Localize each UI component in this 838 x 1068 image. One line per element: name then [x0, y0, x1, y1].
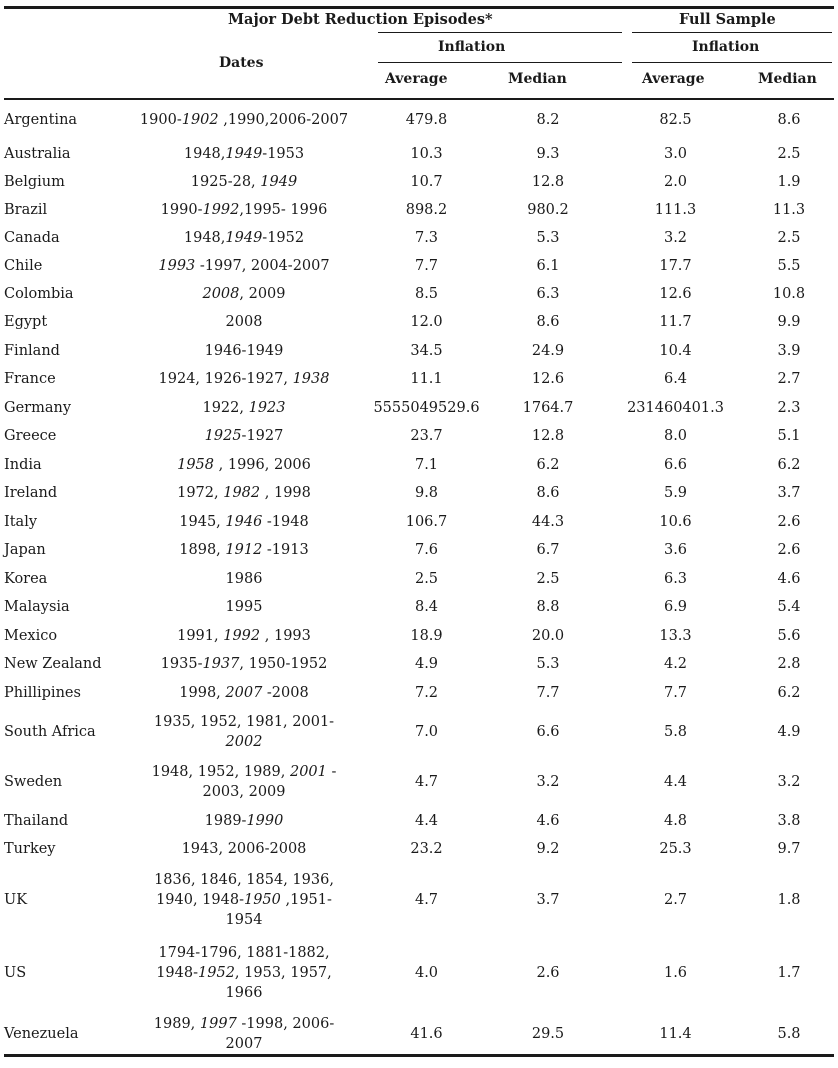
cell-full-average: 5.8 — [663, 724, 688, 740]
dates-segment: 1948, — [183, 230, 226, 246]
cell-full-average: 6.6 — [663, 456, 688, 473]
cell-dates — [124, 224, 364, 252]
cell-full-median: 3.2 — [777, 773, 801, 790]
table-bottom-rule — [4, 1054, 834, 1057]
cell-country: Egypt — [4, 314, 48, 330]
table-row — [4, 308, 834, 336]
header-dates: Dates — [219, 55, 264, 71]
header-median-major: Median — [508, 71, 567, 87]
dates-segment: 1954 — [225, 911, 263, 928]
cell-average: 7.3 — [414, 230, 439, 246]
cell-dates — [124, 536, 364, 564]
cell-median: 8.6 — [536, 314, 560, 330]
dates-segment: - — [326, 763, 337, 780]
cell-dates — [124, 1009, 364, 1059]
cell-country: Chile — [4, 258, 43, 274]
cell-country: India — [4, 456, 42, 473]
cell-median: 29.5 — [531, 1026, 565, 1042]
cell-full-average: 3.2 — [663, 230, 688, 246]
cell-average: 4.0 — [414, 964, 439, 981]
table-row — [4, 422, 834, 450]
table-top-rule — [4, 6, 834, 9]
dates-segment: 1902 — [181, 112, 219, 128]
dates-segment: 1937 — [202, 656, 240, 672]
cell-full-average: 10.6 — [659, 513, 692, 530]
cell-median: 6.7 — [536, 542, 560, 558]
cell-average: 34.5 — [410, 342, 443, 359]
dates-segment: 1948, 1952, 1989, — [151, 763, 290, 780]
cell-dates — [124, 422, 364, 450]
cell-median: 20.0 — [531, 627, 565, 644]
dates-segment: 2002 — [225, 734, 263, 750]
header-median-full: Median — [758, 71, 817, 87]
dates-segment: 1945, — [179, 513, 226, 530]
cell-full-average: 111.3 — [654, 202, 697, 218]
dates-segment: 1990- — [160, 202, 203, 218]
dates-segment: 1993 — [158, 258, 196, 274]
cell-dates — [124, 479, 364, 507]
dates-segment: 1923 — [248, 399, 286, 416]
cell-country: Greece — [4, 428, 57, 444]
dates-segment: 2007 — [225, 684, 263, 701]
cell-full-average: 3.6 — [663, 542, 688, 558]
dates-segment: 1924, 1926-1927, — [158, 371, 293, 387]
cell-full-median: 6.2 — [777, 456, 801, 473]
cell-dates — [124, 593, 364, 621]
cell-country: Colombia — [4, 286, 74, 302]
cell-dates — [124, 393, 364, 422]
cell-full-average: 231460401.3 — [627, 399, 724, 416]
table-row — [4, 450, 834, 479]
dates-segment: -1953 — [262, 146, 305, 162]
cell-full-average: 25.3 — [659, 841, 692, 857]
dates-segment: 1935, 1952, 1981, 2001- — [153, 714, 335, 730]
cell-average: 9.8 — [414, 485, 439, 501]
cell-full-median: 3.9 — [777, 342, 801, 359]
table-row — [4, 593, 834, 621]
cell-country: New Zealand — [4, 656, 102, 672]
cell-median: 6.1 — [536, 258, 560, 274]
cell-median: 5.3 — [536, 230, 560, 246]
dates-segment: 1966 — [225, 984, 263, 1001]
header-underline-inflation-full — [632, 62, 832, 63]
cell-dates — [124, 863, 364, 936]
dates-segment: 1949 — [225, 230, 263, 246]
dates-segment: ,1995- 1996 — [239, 202, 328, 218]
cell-average: 41.6 — [410, 1026, 443, 1042]
cell-median: 2.5 — [536, 570, 560, 587]
table-row — [4, 336, 834, 365]
dates-segment: , 2009 — [239, 286, 286, 302]
cell-median: 44.3 — [531, 513, 565, 530]
dates-segment: 1989- — [204, 812, 247, 829]
dates-segment: 2003, 2009 — [202, 783, 286, 800]
cell-full-average: 13.3 — [659, 627, 692, 644]
dates-segment: -2008 — [262, 684, 309, 701]
cell-full-average: 12.6 — [659, 286, 692, 302]
dates-segment: 1935- — [160, 656, 203, 672]
cell-median: 4.6 — [536, 812, 560, 829]
cell-country: France — [4, 371, 56, 387]
cell-median: 6.3 — [536, 286, 560, 302]
data-table — [4, 100, 834, 1059]
dates-segment: 1997 — [199, 1016, 237, 1032]
header-major-debt-reduction: Major Debt Reduction Episodes* — [228, 11, 493, 28]
cell-median: 9.3 — [536, 146, 560, 162]
cell-full-average: 4.2 — [663, 656, 688, 672]
cell-full-median: 1.9 — [777, 174, 801, 190]
dates-segment: 1972, — [177, 485, 224, 501]
cell-dates — [124, 100, 364, 140]
dates-segment: 1982 — [223, 485, 261, 501]
dates-segment: 1898, — [179, 542, 226, 558]
cell-dates — [124, 835, 364, 863]
cell-full-median: 2.7 — [777, 371, 801, 387]
cell-dates — [124, 806, 364, 835]
cell-average: 23.2 — [410, 841, 443, 857]
dates-segment: ,1990,2006-2007 — [218, 112, 349, 128]
cell-full-median: 10.8 — [772, 286, 806, 302]
cell-median: 3.7 — [536, 891, 560, 908]
header-average-full: Average — [642, 71, 705, 87]
cell-full-median: 9.9 — [777, 314, 801, 330]
cell-full-average: 1.6 — [663, 964, 688, 981]
cell-country: Korea — [4, 570, 48, 587]
cell-country: US — [4, 964, 27, 981]
dates-segment: -1997, 2004-2007 — [195, 258, 330, 274]
cell-dates — [124, 140, 364, 168]
cell-median: 24.9 — [531, 342, 565, 359]
cell-full-median: 2.5 — [777, 230, 801, 246]
cell-country: Japan — [4, 542, 46, 558]
dates-segment: 1995 — [225, 599, 263, 615]
cell-full-median: 2.5 — [777, 146, 801, 162]
cell-full-median: 3.7 — [777, 485, 801, 501]
cell-country: Thailand — [4, 812, 69, 829]
dates-segment: , 1998 — [260, 485, 311, 501]
dates-segment: 1992 — [202, 202, 240, 218]
cell-median: 8.6 — [536, 485, 560, 501]
dates-segment: 1998, — [179, 684, 226, 701]
cell-dates — [124, 196, 364, 224]
dates-segment: -1927 — [241, 428, 284, 444]
cell-country: Australia — [4, 146, 71, 162]
header-inflation-major: Inflation — [438, 39, 506, 55]
dates-segment: ,1951- — [280, 891, 332, 908]
dates-segment: 2008 — [225, 314, 263, 330]
cell-country: Germany — [4, 399, 72, 416]
cell-country: South Africa — [4, 724, 96, 740]
cell-full-average: 6.9 — [663, 599, 688, 615]
cell-full-median: 2.8 — [777, 656, 801, 672]
cell-full-median: 5.8 — [777, 1026, 801, 1042]
cell-full-median: 8.6 — [777, 112, 801, 128]
cell-dates — [124, 252, 364, 280]
cell-dates — [124, 678, 364, 707]
cell-country: Argentina — [4, 112, 78, 128]
cell-full-median: 5.1 — [777, 428, 801, 444]
table-row — [4, 140, 834, 168]
dates-segment: 1986 — [225, 570, 263, 587]
cell-full-median: 2.6 — [777, 542, 801, 558]
cell-average: 23.7 — [410, 428, 443, 444]
cell-full-average: 6.3 — [663, 570, 688, 587]
cell-country: Turkey — [4, 841, 56, 857]
cell-median: 6.2 — [536, 456, 560, 473]
dates-segment: 1991, — [177, 627, 224, 644]
cell-country: Brazil — [4, 202, 48, 218]
cell-dates — [124, 308, 364, 336]
cell-average: 10.7 — [410, 174, 443, 190]
table-row — [4, 536, 834, 564]
cell-country: Venezuela — [4, 1026, 79, 1042]
table-row — [4, 393, 834, 422]
table-row — [4, 168, 834, 196]
table-row — [4, 1009, 834, 1059]
dates-segment: 1990 — [246, 812, 284, 829]
dates-segment: -1952 — [262, 230, 305, 246]
dates-segment: , 1993 — [260, 627, 311, 644]
dates-segment: 1900- — [139, 112, 182, 128]
cell-median: 7.7 — [536, 684, 560, 701]
dates-segment: , 1996, 2006 — [214, 456, 311, 473]
dates-segment: 2007 — [225, 1036, 263, 1052]
cell-average: 7.0 — [414, 724, 439, 740]
cell-full-average: 7.7 — [663, 684, 688, 701]
cell-full-median: 11.3 — [772, 202, 806, 218]
cell-country: Malaysia — [4, 599, 70, 615]
dates-segment: -1998, 2006- — [236, 1016, 335, 1032]
dates-segment: 1948- — [156, 964, 199, 981]
cell-average: 7.1 — [414, 456, 439, 473]
cell-average: 4.9 — [414, 656, 439, 672]
table-row — [4, 806, 834, 835]
cell-full-average: 10.4 — [659, 342, 692, 359]
dates-segment: 1946-1949 — [204, 342, 284, 359]
dates-segment: 1925-28, — [190, 174, 261, 190]
cell-country: Sweden — [4, 773, 63, 790]
header-full-sample: Full Sample — [679, 11, 776, 28]
header-underline-inflation-major — [378, 62, 622, 63]
dates-segment: 1794-1796, 1881-1882, — [158, 944, 330, 961]
table-row — [4, 280, 834, 308]
cell-median: 12.8 — [531, 174, 565, 190]
table-row — [4, 863, 834, 936]
cell-dates — [124, 365, 364, 393]
dates-segment: 2001 — [289, 763, 327, 780]
cell-average: 106.7 — [405, 513, 448, 530]
cell-full-median: 2.6 — [777, 513, 801, 530]
cell-dates — [124, 621, 364, 650]
table-row — [4, 507, 834, 536]
dates-segment: 1992 — [223, 627, 261, 644]
cell-full-median: 1.7 — [777, 964, 801, 981]
cell-full-median: 3.8 — [777, 812, 801, 829]
cell-average: 8.5 — [414, 286, 439, 302]
cell-dates — [124, 450, 364, 479]
cell-full-median: 9.7 — [777, 841, 801, 857]
header-underline-major — [378, 32, 622, 33]
cell-average: 4.7 — [414, 891, 439, 908]
cell-average: 7.6 — [414, 542, 439, 558]
cell-median: 980.2 — [527, 202, 569, 218]
cell-full-average: 6.4 — [663, 371, 688, 387]
cell-country: Italy — [4, 513, 38, 530]
cell-average: 5555049529.6 — [373, 399, 480, 416]
table-row — [4, 707, 834, 757]
dates-segment: -1948 — [262, 513, 309, 530]
cell-country: Ireland — [4, 485, 58, 501]
dates-segment: 1946 — [225, 513, 263, 530]
dates-segment: 1925 — [204, 428, 242, 444]
cell-dates — [124, 564, 364, 593]
cell-dates — [124, 757, 364, 806]
dates-segment: 1949 — [225, 146, 263, 162]
table-row — [4, 936, 834, 1009]
header-inflation-full: Inflation — [692, 39, 760, 55]
cell-full-average: 2.7 — [663, 891, 688, 908]
cell-full-median: 5.4 — [777, 599, 801, 615]
header-average-major: Average — [385, 71, 448, 87]
table-row — [4, 757, 834, 806]
cell-median: 2.6 — [536, 964, 560, 981]
cell-average: 8.4 — [414, 599, 439, 615]
header-underline-full — [632, 32, 832, 33]
dates-segment: 1989, — [153, 1016, 200, 1032]
cell-average: 10.3 — [410, 146, 443, 162]
table-row — [4, 678, 834, 707]
dates-segment: 1940, 1948- — [156, 891, 244, 908]
cell-full-median: 1.8 — [777, 891, 801, 908]
table-row — [4, 252, 834, 280]
cell-average: 12.0 — [410, 314, 443, 330]
cell-full-average: 4.8 — [663, 812, 688, 829]
cell-dates — [124, 650, 364, 678]
cell-country: Canada — [4, 230, 60, 246]
cell-full-average: 2.0 — [663, 174, 688, 190]
cell-median: 5.3 — [536, 656, 560, 672]
cell-dates — [124, 707, 364, 757]
cell-full-average: 8.0 — [663, 428, 688, 444]
cell-dates — [124, 336, 364, 365]
table-row — [4, 224, 834, 252]
dates-segment: 1949 — [260, 174, 298, 190]
dates-segment: 1922, — [202, 399, 249, 416]
cell-average: 479.8 — [405, 112, 448, 128]
table-row — [4, 196, 834, 224]
cell-average: 7.7 — [414, 258, 439, 274]
cell-median: 3.2 — [536, 773, 560, 790]
cell-median: 1764.7 — [522, 399, 574, 416]
dates-segment: 1836, 1846, 1854, 1936, — [154, 871, 334, 888]
cell-country: UK — [4, 891, 28, 908]
cell-median: 6.6 — [536, 724, 560, 740]
dates-segment: , 1953, 1957, — [234, 964, 332, 981]
cell-average: 11.1 — [410, 371, 443, 387]
cell-median: 12.6 — [531, 371, 565, 387]
cell-median: 8.8 — [536, 599, 560, 615]
table-row — [4, 365, 834, 393]
dates-segment: 1943, 2006-2008 — [181, 841, 307, 857]
dates-segment: , 1950-1952 — [239, 656, 328, 672]
cell-dates — [124, 507, 364, 536]
dates-segment: 1948, — [183, 146, 226, 162]
cell-full-average: 11.4 — [659, 1026, 692, 1042]
cell-full-average: 17.7 — [659, 258, 692, 274]
dates-segment: 1958 — [177, 456, 215, 473]
cell-full-median: 2.3 — [777, 399, 801, 416]
cell-country: Belgium — [4, 174, 65, 190]
cell-average: 2.5 — [414, 570, 439, 587]
cell-median: 12.8 — [531, 428, 565, 444]
dates-segment: 1912 — [225, 542, 263, 558]
cell-average: 7.2 — [414, 684, 439, 701]
cell-full-median: 4.9 — [777, 724, 801, 740]
cell-average: 4.4 — [414, 812, 439, 829]
cell-full-average: 5.9 — [663, 485, 688, 501]
cell-country: Finland — [4, 342, 60, 359]
table-row — [4, 650, 834, 678]
cell-full-average: 82.5 — [659, 112, 692, 128]
table-row — [4, 564, 834, 593]
cell-average: 898.2 — [405, 202, 448, 218]
cell-full-median: 6.2 — [777, 684, 801, 701]
dates-segment: 2008 — [202, 286, 240, 302]
cell-median: 8.2 — [536, 112, 560, 128]
table-row — [4, 100, 834, 140]
cell-country: Phillipines — [4, 684, 81, 701]
cell-dates — [124, 280, 364, 308]
cell-full-median: 4.6 — [777, 570, 801, 587]
dates-segment: 1938 — [292, 371, 330, 387]
cell-full-average: 4.4 — [663, 773, 688, 790]
cell-full-median: 5.6 — [777, 627, 801, 644]
table-row — [4, 479, 834, 507]
table-row — [4, 835, 834, 863]
cell-average: 4.7 — [414, 773, 439, 790]
cell-average: 18.9 — [410, 627, 443, 644]
cell-median: 9.2 — [536, 841, 560, 857]
cell-dates — [124, 936, 364, 1009]
dates-segment: -1913 — [262, 542, 309, 558]
cell-full-average: 3.0 — [663, 146, 688, 162]
cell-country: Mexico — [4, 627, 58, 644]
dates-segment: 1950 — [243, 891, 281, 908]
cell-dates — [124, 168, 364, 196]
cell-full-average: 11.7 — [659, 314, 692, 330]
table-row — [4, 621, 834, 650]
dates-segment: 1952 — [198, 964, 235, 981]
cell-full-median: 5.5 — [777, 258, 801, 274]
